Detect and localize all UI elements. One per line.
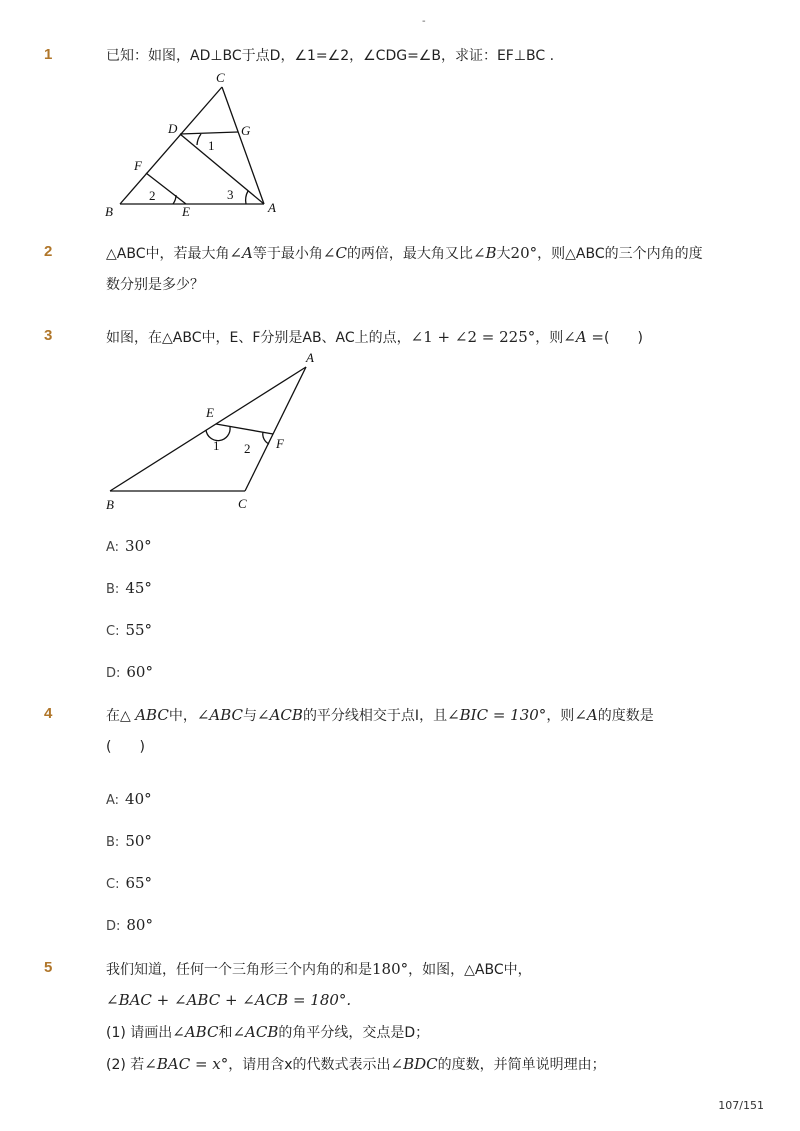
q3-option-c-label: C: <box>106 624 120 639</box>
q4-text-6: 的度数是 <box>597 708 654 724</box>
q4-math-angle-a: ∠A <box>574 706 598 724</box>
q3-option-d-label: D: <box>106 666 121 681</box>
q3-option-b-label: B: <box>106 582 120 597</box>
q4-text-2: 中， <box>168 708 197 724</box>
q3-option-a-value: 30° <box>125 537 152 555</box>
q2-text-d: 大 <box>496 246 511 262</box>
q5-text-3b: 和 <box>218 1025 233 1041</box>
question-2-line-1 <box>106 243 703 264</box>
q3-text-paren: ( ) <box>604 330 643 346</box>
q5-text-4c: 的度数，并简单说明理由； <box>437 1057 606 1073</box>
q3-math-sum: ∠1 + ∠2 = 225° <box>410 328 536 346</box>
header-mark: - <box>422 16 426 27</box>
q4-text-5: ，则 <box>546 708 575 724</box>
question-3-figure <box>100 350 320 515</box>
q5-math-angle-bdc: ∠BDC <box>390 1055 438 1073</box>
q4-math-angle-abc: ∠ABC <box>196 706 244 724</box>
q3-option-c[interactable] <box>106 621 152 639</box>
q4-text-4: 的平分线相交于点I，且 <box>302 708 448 724</box>
q4-option-c[interactable] <box>106 874 152 892</box>
fig3-label-a: A <box>306 350 314 365</box>
q3-option-d[interactable] <box>106 663 153 681</box>
fig1-label-f: F <box>134 158 142 173</box>
q3-option-b[interactable] <box>106 579 152 597</box>
question-4-line-2: ( ) <box>106 739 145 755</box>
q4-option-a[interactable] <box>106 790 152 808</box>
q2-math-angle-a: ∠A <box>229 244 253 262</box>
q3-text-a: 如图，在△ABC中，E、F分别是AB、AC上的点， <box>106 330 411 346</box>
question-number-3: 3 <box>44 327 53 344</box>
q3-option-b-value: 45° <box>125 579 152 597</box>
question-2-line-2: 数分别是多少？ <box>106 277 204 293</box>
q5-math-180deg: 180° <box>372 960 409 978</box>
q4-option-d-label: D: <box>106 919 121 934</box>
q5-text-4a: (2) 若 <box>106 1057 145 1073</box>
q2-text-c: 的两倍，最大角又比 <box>346 246 473 262</box>
question-5-line-2 <box>106 990 351 1011</box>
fig1-label-c: C <box>216 70 225 85</box>
q4-option-b[interactable] <box>106 832 152 850</box>
q2-math-angle-c: ∠C <box>322 244 347 262</box>
q3-option-c-value: 55° <box>125 621 153 639</box>
q4-option-d[interactable] <box>106 916 153 934</box>
q3-math-angle-a: ∠A = <box>563 328 604 346</box>
question-5-line-4 <box>106 1054 606 1075</box>
fig1-angle-3: 3 <box>227 187 234 202</box>
q4-math-angle-bic: ∠BIC = 130° <box>447 706 547 724</box>
q4-text-1: 在△ <box>106 708 136 724</box>
q3-text-b: ，则 <box>535 330 564 346</box>
q2-math-20deg: 20° <box>510 244 538 262</box>
question-4-line-1 <box>106 705 654 726</box>
q4-option-a-label: A: <box>106 793 120 808</box>
question-5-line-1 <box>106 959 532 980</box>
question-1-figure <box>100 70 290 222</box>
q4-option-b-value: 50° <box>125 832 152 850</box>
q4-option-d-value: 80° <box>126 916 153 934</box>
fig1-label-d: D <box>168 121 178 136</box>
question-number-2: 2 <box>44 243 53 260</box>
q4-text-3: 与 <box>243 708 258 724</box>
fig3-label-c: C <box>238 496 247 511</box>
q5-text-3c: 的角平分线，交点是D； <box>278 1025 430 1041</box>
q2-text-b: 等于最小角 <box>252 246 323 262</box>
q4-math-angle-acb: ∠ACB <box>257 706 303 724</box>
q5-math-angle-abc: ∠ABC <box>172 1023 219 1041</box>
q4-option-c-label: C: <box>106 877 120 892</box>
q5-math-angle-acb: ∠ACB <box>232 1023 279 1041</box>
fig1-label-g: G <box>241 123 251 138</box>
q2-math-angle-b: ∠B <box>472 244 497 262</box>
page-number: 107/151 <box>718 1099 764 1112</box>
question-number-1: 1 <box>44 46 53 63</box>
q4-option-b-label: B: <box>106 835 120 850</box>
q4-math-abc: ABC <box>135 706 169 724</box>
q4-option-a-value: 40° <box>125 790 152 808</box>
fig3-label-b: B <box>106 497 114 512</box>
fig3-angle-1: 1 <box>213 438 220 453</box>
q2-text-a: △ABC中，若最大角 <box>106 246 230 262</box>
question-3-text <box>106 327 643 348</box>
fig1-angle-1: 1 <box>208 138 215 153</box>
q4-option-c-value: 65° <box>125 874 153 892</box>
q2-text-e: ，则△ABC的三个内角的度 <box>537 246 703 262</box>
fig1-label-b: B <box>105 204 113 219</box>
fig3-label-e: E <box>206 405 214 420</box>
fig3-label-f: F <box>276 436 284 451</box>
question-1-text: 已知：如图，AD⊥BC于点D，∠1=∠2，∠CDG=∠B，求证：EF⊥BC . <box>106 48 555 64</box>
q3-option-a-label: A: <box>106 540 120 555</box>
fig1-label-e: E <box>182 204 190 219</box>
q5-math-angle-bac: ∠BAC = x° <box>144 1055 229 1073</box>
q3-option-a[interactable] <box>106 537 152 555</box>
q3-option-d-value: 60° <box>126 663 153 681</box>
question-number-4: 4 <box>44 705 53 722</box>
fig1-angle-2: 2 <box>149 188 156 203</box>
fig1-label-a: A <box>268 200 276 215</box>
question-5-line-3 <box>106 1022 429 1043</box>
q5-text-4b: ，请用含x的代数式表示出 <box>228 1057 391 1073</box>
q5-text-3a: (1) 请画出 <box>106 1025 173 1041</box>
q5-text-1a: 我们知道，任何一个三角形三个内角的和是 <box>106 962 372 978</box>
fig3-angle-2: 2 <box>244 441 251 456</box>
question-number-5: 5 <box>44 959 53 976</box>
q5-text-1b: ，如图，△ABC中， <box>408 962 532 978</box>
q5-math-angle-sum: ∠BAC + ∠ABC + ∠ACB = 180°. <box>106 991 352 1009</box>
